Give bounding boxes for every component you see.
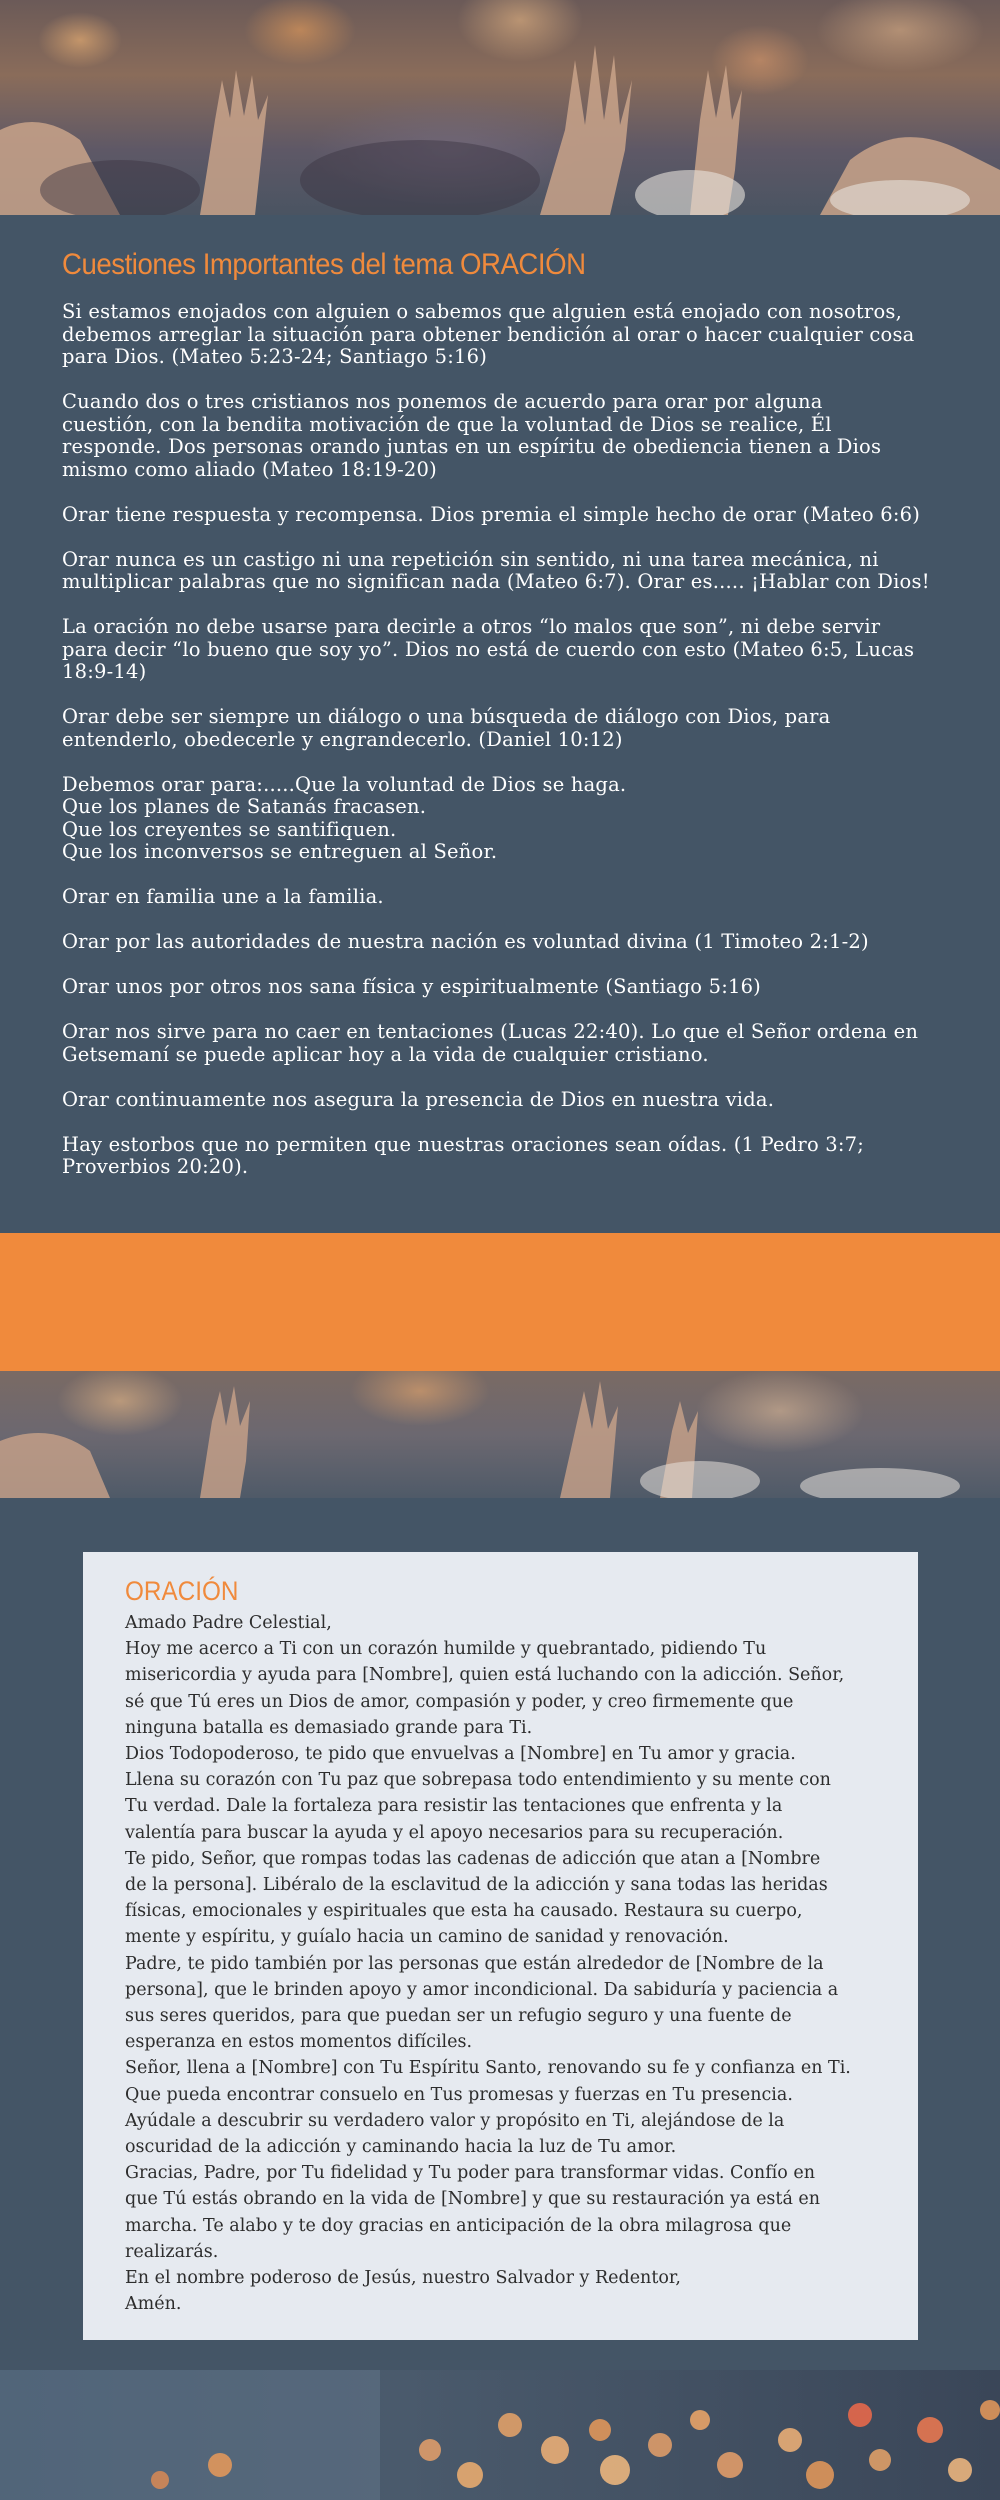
orange-divider-band [0,1233,1000,1371]
important-questions-section [0,215,1000,1233]
paragraph-line: Que los inconversos se entreguen al Señor. [62,840,498,863]
prayer-text [125,1610,885,2317]
prayer-line: Padre, te pido también por las personas que están alrededor de [Nombre de la [125,1953,824,1974]
prayer-line: Dios Todopoderoso, te pido que envuelvas a [Nombre] en Tu amor y gracia. [125,1744,796,1765]
prayer-line: persona], que le brinden apoyo y amor incondicional. Da sabiduría y paciencia a [125,1979,839,2000]
paragraph [62,774,942,864]
paragraph [62,1134,942,1179]
prayer-line: sus seres queridos, para que puedan ser un refugio seguro y una fuente de [125,2006,792,2027]
paragraph-line: responde. Dos personas orando juntas en un espíritu de obediencia tienen a Dios [62,435,882,458]
prayer-line: sé que Tú eres un Dios de amor, compasión y poder, y creo firmemente que [125,1691,794,1712]
mid-crowd-image [0,1371,1000,1498]
prayer-line: Gracias, Padre, por Tu fidelidad y Tu poder para transformar vidas. Confío en [125,2163,816,2184]
hero-hands-illustration [0,0,1000,215]
prayer-title: ORACIÓN [125,1576,239,1606]
bokeh-lights-illustration [0,2370,1000,2500]
paragraph-line: Proverbios 20:20). [62,1155,249,1178]
paragraph-line: Getsemaní se puede aplicar hoy a la vida de cualquier cristiano. [62,1042,709,1066]
paragraph [62,504,942,527]
paragraph-line: Orar en familia une a la familia. [62,885,384,908]
prayer-line: Que pueda encontrar consuelo en Tus promesas y fuerzas en Tu presencia. [125,2084,793,2105]
prayer-line: esperanza en estos momentos difíciles. [125,2032,473,2053]
paragraph [62,549,942,594]
paragraph-line: Que los creyentes se santifiquen. [62,817,397,841]
prayer-line: Tu verdad. Dale la fortaleza para resistir las tentaciones que enfrenta y la [125,1796,783,1817]
paragraph-line: Debemos orar para:.....Que la voluntad de Dios se haga. [62,772,627,796]
hero-crowd-image [0,0,1000,215]
prayer-line: valentía para buscar la ayuda y el apoyo necesarios para su recuperación. [125,1822,784,1843]
paragraph-line: Hay estorbos que no permiten que nuestras oraciones sean oídas. (1 Pedro 3:7; [62,1132,865,1156]
paragraph-line: Orar unos por otros nos sana física y espiritualmente (Santiago 5:16) [62,975,761,998]
paragraph-line: multiplicar palabras que no significan nada (Mateo 6:7). Orar es..... ¡Hablar con Dios! [62,570,930,593]
paragraph-line: Orar debe ser siempre un diálogo o una búsqueda de diálogo con Dios, para [62,705,831,728]
paragraph [62,301,942,369]
paragraph [62,1089,942,1112]
paragraph-line: mismo como aliado (Mateo 18:19-20) [62,457,437,481]
paragraph-line: Cuando dos o tres cristianos nos ponemos de acuerdo para orar por alguna [62,390,823,413]
prayer-line: Ayúdale a descubrir su verdadero valor y propósito en Ti, alejándose de la [125,2110,785,2131]
paragraph-line: Orar continuamente nos asegura la presencia de Dios en nuestra vida. [62,1087,775,1111]
prayer-line: En el nombre poderoso de Jesús, nuestro Salvador y Redentor, [125,2268,681,2289]
paragraph-line: La oración no debe usarse para decirle a otros “lo malos que son”, ni debe servir [62,615,881,638]
prayer-line: realizarás. [125,2241,219,2262]
paragraph-line: debemos arreglar la situación para obtener bendición al orar o hacer cualquier cosa [62,322,915,346]
paragraph-line: entenderlo, obedecerle y engrandecerlo. (Daniel 10:12) [62,727,623,751]
paragraph [62,706,942,751]
paragraph-line: para Dios. (Mateo 5:23-24; Santiago 5:16) [62,345,488,368]
prayer-line: Llena su corazón con Tu paz que sobrepasa todo entendimiento y su mente con [125,1770,831,1791]
prayer-card [83,1552,918,2340]
paragraph [62,391,942,481]
prayer-line: Amén. [125,2294,182,2315]
prayer-line: misericordia y ayuda para [Nombre], quien está luchando con la adicción. Señor, [125,1665,845,1686]
paragraph-list [62,301,942,1179]
prayer-line: oscuridad de la adicción y caminando hacia la luz de Tu amor. [125,2137,677,2158]
prayer-line: Hoy me acerco a Ti con un corazón humilde y quebrantado, pidiendo Tu [125,1639,767,1660]
prayer-section [0,1498,1000,2370]
paragraph-line: Que los planes de Satanás fracasen. [62,795,427,818]
paragraph-line: Orar tiene respuesta y recompensa. Dios premia el simple hecho de orar (Mateo 6:6) [62,502,921,526]
prayer-line: Amado Padre Celestial, [125,1613,332,1633]
paragraph [62,931,942,954]
paragraph-line: Orar por las autoridades de nuestra nación es voluntad divina (1 Timoteo 2:1-2) [62,930,869,953]
prayer-content [125,1574,885,2317]
paragraph [62,886,942,909]
prayer-line: Señor, llena a [Nombre] con Tu Espíritu Santo, renovando su fe y confianza en Ti. [125,2058,851,2079]
paragraph [62,616,942,684]
paragraph-line: 18:9-14) [62,660,147,683]
paragraph-line: Si estamos enojados con alguien o sabemos que alguien está enojado con nosotros, [62,300,902,323]
prayer-line: que Tú estás obrando en la vida de [Nombre] y que su restauración ya está en [125,2189,821,2210]
prayer-line: marcha. Te alabo y te doy gracias en anticipación de la obra milagrosa que [125,2215,792,2236]
prayer-line: Te pido, Señor, que rompas todas las cadenas de adicción que atan a [Nombre [125,1848,821,1869]
paragraph-line: para decir “lo bueno que soy yo”. Dios no está de cuerdo con esto (Mateo 6:5, Lucas [62,637,915,661]
prayer-line: de la persona]. Libéralo de la esclavitud de la adicción y sana todas las heridas [125,1875,828,1896]
paragraph-line: Orar nunca es un castigo ni una repetición sin sentido, ni una tarea mecánica, ni [62,547,879,571]
paragraph-line: Orar nos sirve para no caer en tentaciones (Lucas 22:40). Lo que el Señor ordena en [62,1020,919,1043]
paragraph-line: cuestión, con la bendita motivación de que la voluntad de Dios se realice, Él [62,412,832,436]
prayer-line: físicas, emocionales y espirituales que esta ha causado. Restaura su cuerpo, [125,1901,803,1922]
paragraph [62,1021,942,1066]
section-title: Cuestiones Importantes del tema ORACIÓN [62,248,586,281]
footer-bokeh-image [0,2370,1000,2500]
paragraph [62,976,942,999]
prayer-line: ninguna batalla es demasiado grande para Ti. [125,1717,533,1738]
mid-hands-illustration [0,1371,1000,1498]
important-questions-content [62,247,942,1201]
prayer-line: mente y espíritu, y guíalo hacia un camino de sanidad y renovación. [125,1927,729,1948]
